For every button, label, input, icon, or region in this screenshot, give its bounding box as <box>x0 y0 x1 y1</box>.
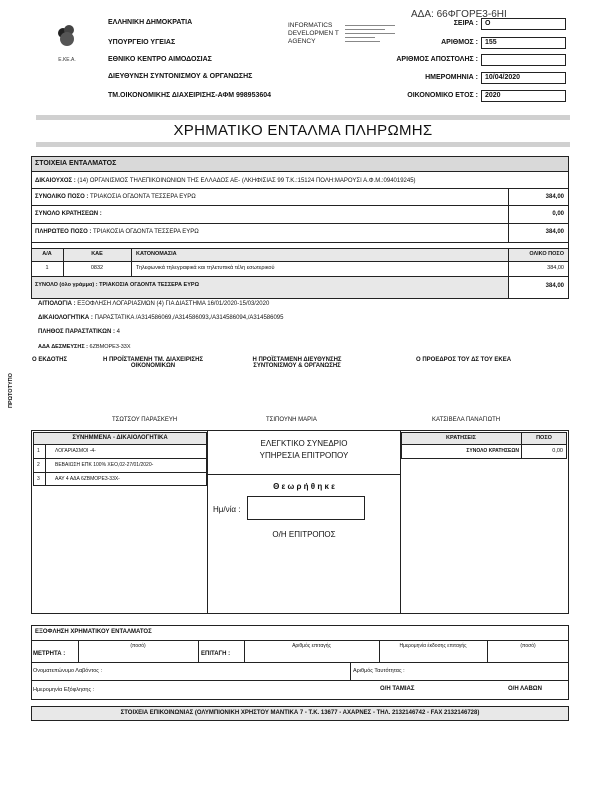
divider <box>31 640 569 641</box>
role-ekdotis: Ο ΕΚΔΟΤΗΣ <box>32 357 68 363</box>
arithmos-apostolis-field <box>481 54 566 66</box>
poso2-label: (ποσό) <box>520 643 536 649</box>
dikaiouxos-value: (14) ΟΡΓΑΝΙΣΜΟΣ ΤΗΛΕΠΙΚΟΙΝΩΝΙΩΝ ΤΗΣ ΕΛΛΑΔΟΣ ΑΕ- (ΛΚΗΦΙΣΙΑΣ 99 Τ.Κ.:15124 ΠΟΛΗ:ΜΑΡΟΥΣΙ Α.Φ.Μ.:094019245) <box>77 178 416 184</box>
plithos-row <box>38 329 120 335</box>
divider <box>350 662 351 680</box>
aitiologia-value: ΕΞΟΦΛΗΣΗ ΛΟΓΑΡΙΑΣΜΩΝ (4) ΓΙΑ ΔΙΑΣΤΗΜΑ 16/01/2020-15/03/2020 <box>77 301 270 307</box>
divider <box>207 474 401 475</box>
org-line-1: ΕΛΛΗΝΙΚΗ ΔΗΜΟΚΡΑΤΙΑ <box>108 19 193 26</box>
logo-drop-icon <box>54 22 80 52</box>
synoliko-text: ΤΡΙΑΚΟΣΙΑ ΟΓΔΟΝΤΑ ΤΕΣΣΕΡΑ ΕΥΡΩ <box>90 194 196 200</box>
exoflisi-title: ΕΞΟΦΛΗΣΗ ΧΡΗΜΑΤΙΚΟΥ ΕΝΤΑΛΜΑΤΟΣ <box>35 629 152 635</box>
ada-desmeusis-value: 6ΖΒΜΟΡΕ3-33Χ <box>89 344 131 350</box>
epitagi-label: ΕΠΙΤΑΓΗ : <box>201 651 231 657</box>
date-label: Ημ/νία : <box>213 505 241 514</box>
pliroteo-row <box>35 229 199 235</box>
kae-total-amount: 384,00 <box>545 283 564 289</box>
pliroteo-amount: 384,00 <box>545 229 564 235</box>
kae-row-name: Τηλεφωνικά τηλεγραφικά και τηλετυπικά τέλη εσωτερικού <box>136 265 275 271</box>
dikaiologitika-value: ΠΑΡΑΣΤΑΤΙΚΑ /Α314586069,/Α314586093,/Α314586094,/Α314586095 <box>94 315 284 321</box>
synimmena-n-3: 3 <box>37 476 40 482</box>
synoliko-label: ΣΥΝΟΛΙΚΟ ΠΟΣΟ : <box>35 194 89 200</box>
aitiologia-row <box>38 301 269 307</box>
divider <box>508 248 509 299</box>
divider <box>31 205 569 206</box>
divider <box>508 188 509 242</box>
name-2: ΤΣΙΠΟΥΝΗ ΜΑΡΙΑ <box>266 417 317 423</box>
logo-text: Ε.ΚΕ.Α. <box>58 57 76 63</box>
kae-total-row <box>35 282 199 288</box>
kratiseis-total-label: ΣΥΝΟΛΟ ΚΡΑΤΗΣΕΩΝ <box>466 448 519 454</box>
org-line-2: ΥΠΟΥΡΓΕΙΟ ΥΓΕΙΑΣ <box>108 39 176 46</box>
kae-row-kae: 0832 <box>90 265 104 271</box>
arithmos-apostolis-label: ΑΡΙΘΜΟΣ ΑΠΟΣΤΟΛΗΣ : <box>396 56 478 63</box>
page-title: ΧΡΗΜΑΤΙΚΟ ΕΝΤΑΛΜΑ ΠΛΗΡΩΜΗΣ <box>173 122 433 139</box>
name-3: ΚΑΤΣΙΒΕΛΑ ΠΑΝΑΓΙΩΤΗ <box>432 417 501 423</box>
divider <box>33 472 207 473</box>
divider <box>198 640 199 662</box>
kae-col-amount: ΟΛΙΚΟ ΠΟΣΟ <box>529 251 564 257</box>
oikonomiko-etos-label: ΟΙΚΟΝΟΜΙΚΟ ΕΤΟΣ : <box>407 92 478 99</box>
ada-stamp: ΑΔΑ: 66ΦΓΟΡΕ3-6ΗΙ <box>411 9 507 20</box>
dikaiouxos-label: ΔΙΚΑΙΟΥΧΟΣ : <box>35 178 76 184</box>
dikaiologitika-label: ΔΙΚΑΙΟΛΟΓΗΤΙΚΑ : <box>38 315 93 321</box>
agency-label: INFORMATICS DEVELOPMEN T AGENCY <box>288 22 339 45</box>
synimmena-title: ΣΥΝΗΜΜΕΝΑ - ΔΙΚΑΙΟΛΟΓΗΤΙΚΑ <box>72 435 168 441</box>
imerominia-label: ΗΜΕΡΟΜΗΝΙΑ : <box>425 74 478 81</box>
kae-col-kae: ΚΑΕ <box>91 251 103 257</box>
synoliko-row <box>35 194 196 200</box>
imerominia-field: 10/04/2020 <box>481 72 566 84</box>
imerominia-exoflisis-label: Ημερομηνία Εξόφλησης : <box>33 687 95 693</box>
plithos-label: ΠΛΗΘΟΣ ΠΑΡΑΣΤΑΤΙΚΩΝ : <box>38 329 115 335</box>
divider <box>31 680 569 681</box>
kratiseis-amount: 0,00 <box>552 211 564 217</box>
plithos-value: 4 <box>116 329 120 335</box>
synimmena-text-2: ΒΕΒΑΙΩΣΗ ΕΠΚ 100% ΧΕΟ,02-27/01/2020- <box>55 462 154 468</box>
poso-col: ΠΟΣΟ <box>536 435 552 441</box>
ada-desmeusis-row <box>38 344 131 350</box>
synimmena-n-2: 2 <box>37 462 40 468</box>
org-line-5: ΤΜ.ΟΙΚΟΝΟΜΙΚΗΣ ΔΙΑΧΕΙΡΙΣΗΣ-ΑΦΜ 998953604 <box>108 92 272 99</box>
imerominia-ekdosis-label: Ημερομηνία έκδοσης επιταγής <box>399 643 467 649</box>
pliroteo-text: ΤΡΙΑΚΟΣΙΑ ΟΓΔΟΝΤΑ ΤΕΣΣΕΡΑ ΕΥΡΩ <box>92 229 199 235</box>
oikonomiko-etos-field: 2020 <box>481 90 566 102</box>
arithmos-field: 155 <box>481 37 566 49</box>
divider <box>31 171 569 172</box>
lavon-label: Ο/Η ΛΑΒΩΝ <box>508 686 542 692</box>
ada-desmeusis-label: ΑΔΑ ΔΕΣΜΕΥΣΗΣ : <box>38 344 88 350</box>
theorithike: Θ ε ω ρ ή θ η κ ε <box>273 482 335 491</box>
dikaiouxos-row <box>35 178 416 184</box>
divider <box>45 444 46 486</box>
divider <box>31 662 569 663</box>
kratiseis-label: ΣΥΝΟΛΟ ΚΡΑΤΗΣΕΩΝ : <box>35 211 102 217</box>
divider <box>33 458 207 459</box>
divider <box>31 188 569 189</box>
role-proedros: Ο ΠΡΟΕΔΡΟΣ ΤΟΥ ΔΣ ΤΟΥ ΕΚΕΑ <box>416 357 512 363</box>
side-label: ΠΡΩΤΟΤΥΠΟ <box>8 373 14 408</box>
kae-row-amount: 384,00 <box>547 265 564 271</box>
role-dieuthynsi: Η ΠΡΟΪΣΤΑΜΕΝΗ ΔΙΕΥΘΥΝΣΗΣ ΣΥΝΤΟΝΙΣΜΟΥ & ΟΡΓΑΝΩΣΗΣ <box>252 357 342 369</box>
kae-total-text: ΤΡΙΑΚΟΣΙΑ ΟΓΔΟΝΤΑ ΤΕΣΣΕΡΑ ΕΥΡΩ <box>99 282 199 288</box>
name-1: ΤΣΩΤΣΟΥ ΠΑΡΑΣΚΕΥΗ <box>112 417 178 423</box>
stoixeia-title: ΣΤΟΙΧΕΙΑ ΕΝΤΑΛΜΑΤΟΣ <box>32 157 568 171</box>
epitropos: Ο/Η ΕΠΙΤΡΟΠΟΣ <box>272 530 336 539</box>
seira-label: ΣΕΙΡΑ : <box>453 20 478 27</box>
title-bar-top <box>36 115 570 120</box>
synimmena-text-1: ΛΟΓΑΡΙΑΣΜΟΙ -4- <box>55 448 96 454</box>
seira-field: Ο <box>481 18 566 30</box>
kratiseis-col: ΚΡΑΤΗΣΕΙΣ <box>446 435 476 441</box>
elegktiko-line1: ΕΛΕΓΚΤΙΚΟ ΣΥΝΕΔΡΙΟ <box>260 439 348 448</box>
divider <box>31 261 569 262</box>
synimmena-n-1: 1 <box>37 448 40 454</box>
metrita-label: ΜΕΤΡΗΤΑ : <box>33 651 66 657</box>
divider <box>31 223 569 224</box>
kratiseis-total-amount: 0,00 <box>552 448 563 454</box>
arithmos-label: ΑΡΙΘΜΟΣ : <box>441 39 478 46</box>
pliroteo-label: ΠΛΗΡΩΤΕΟ ΠΟΣΟ : <box>35 229 92 235</box>
role-tm: Η ΠΡΟΪΣΤΑΜΕΝΗ ΤΜ. ΔΙΑΧΕΙΡΙΣΗΣ ΟΙΚΟΝΟΜΙΚΩΝ <box>102 357 204 369</box>
tautotita-label: Αριθμός Ταυτότητας : <box>353 668 405 674</box>
synimmena-text-3: ΑΑΥ 4 ΑΔΑ 6ΖΒΜΟΡΕ3-33Χ- <box>55 476 120 482</box>
kae-total-label: ΣΥΝΟΛΟ (όλο γράμμα) : <box>35 282 98 288</box>
kae-col-aa: Α/Α <box>42 251 52 257</box>
synoliko-amount: 384,00 <box>545 194 564 200</box>
dikaiologitika-row <box>38 315 283 321</box>
org-line-4: ΔΙΕΥΘΥΝΣΗ ΣΥΝΤΟΝΙΣΜΟΥ & ΟΡΓΑΝΩΣΗΣ <box>108 73 253 80</box>
onomateponymo-label: Ονοματεπώνυμο Λαβόντος : <box>33 668 102 674</box>
aitiologia-label: ΑΙΤΙΟΛΟΓΙΑ : <box>38 301 76 307</box>
kae-col-name: ΚΑΤΟΝΟΜΑΣΙΑ <box>136 251 177 257</box>
logo <box>54 22 80 63</box>
divider <box>31 242 569 243</box>
divider <box>131 248 132 276</box>
date-field[interactable] <box>247 496 365 520</box>
elegktiko-line2: ΥΠΗΡΕΣΙΑ ΕΠΙΤΡΟΠΟΥ <box>259 451 349 460</box>
poso1-label: (ποσό) <box>130 643 146 649</box>
divider <box>63 248 64 276</box>
org-line-3: ΕΘΝΙΚΟ ΚΕΝΤΡΟ ΑΙΜΟΔΟΣΙΑΣ <box>108 56 212 63</box>
footer-contact: ΣΤΟΙΧΕΙΑ ΕΠΙΚΟΙΝΩΝΙΑΣ (ΟΛΥΜΠΙΟΝΙΚΗ ΧΡΗΣΤΟΥ ΜΑΝΤΙΚΑ 7 - Τ.Κ. 13677 - ΑΧΑΡΝΕΣ - ΤΗΛ. 2132146742 - FAX 2132146728) <box>120 710 480 716</box>
arithmos-epitagis-label: Αριθμός επιταγής <box>292 643 331 649</box>
tamias-label: Ο/Η ΤΑΜΙΑΣ <box>380 686 415 692</box>
kae-row-aa: 1 <box>45 265 49 271</box>
title-bar-bottom <box>36 142 570 147</box>
